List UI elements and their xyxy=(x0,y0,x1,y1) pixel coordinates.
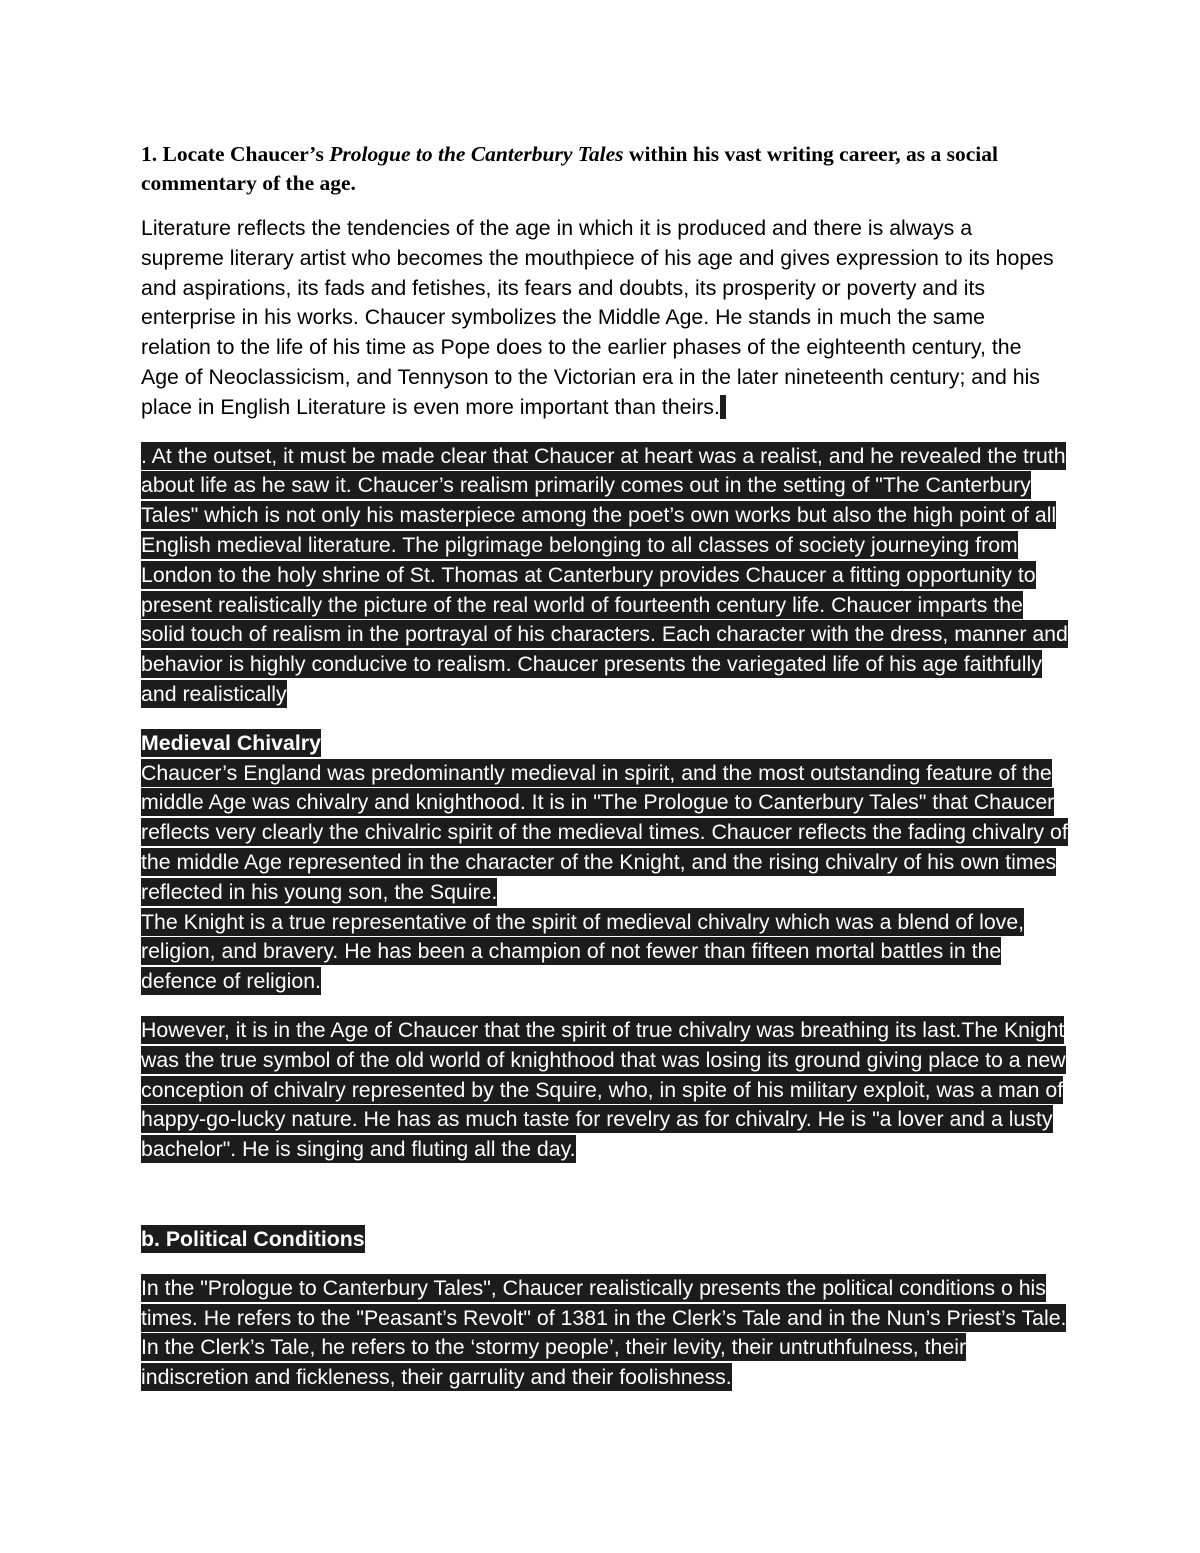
chivalry-paragraph-1-text: Chaucer’s England was predominantly medieval in spirit, and the most outstanding feature of the middle Age was chivalry and knighthood. It is in "The Prologue to Canterbury Tales" that Chaucer reflects very clearly the chivalric spirit of the medieval times. Chaucer reflects the fading chivalry of the middle Age represented in the character of the Knight, and the rising chivalry of his own times reflected in his young son, the Squire. xyxy=(141,760,1068,904)
political-paragraph xyxy=(141,1274,1071,1393)
political-heading-text: b. Political Conditions xyxy=(141,1226,365,1251)
question-suffix: within his vast writing career, as a social commentary of the age. xyxy=(141,142,999,195)
intro-paragraph-text: Literature reflects the tendencies of the age in which it is produced and there is always a supreme literary artist who becomes the mouthpiece of his age and gives expression to its hopes and aspirations, its fads and fetishes, its fears and doubts, its prosperity or poverty and its enterprise in his works. Chaucer symbolizes the Middle Age. He stands in much the same relation to the life of his time as Pope does to the earlier phases of the eighteenth century, the Age of Neoclassicism, and Tennyson to the Victorian era in the later nineteenth century; and his place in English Literature is even more important than theirs. xyxy=(141,216,1054,419)
question-prefix: 1. Locate Chaucer’s xyxy=(141,142,330,166)
chivalry-section xyxy=(141,729,1071,997)
political-paragraph-text: In the "Prologue to Canterbury Tales", Chaucer realistically presents the political conditions o his times. He refers to the "Peasant’s Revolt" of 1381 in the Clerk’s Tale and in the Nun’s Priest’s Tale. In the Clerk’s Tale, he refers to the ‘stormy people’, their levity, their untruthfulness, their indiscretion and fickleness, their garrulity and their foolishness. xyxy=(141,1275,1067,1390)
intro-paragraph xyxy=(141,214,1056,423)
chivalry-paragraph-2-text: The Knight is a true representative of the spirit of medieval chivalry which was a blend of love, religion, and bravery. He has been a champion of not fewer than fifteen mortal battles in the defence of religion. xyxy=(141,909,1025,994)
realism-paragraph xyxy=(141,442,1071,710)
chivalry-paragraph-3 xyxy=(141,1016,1071,1165)
document-page xyxy=(141,140,1071,1393)
chivalry-paragraph-3-text: However, it is in the Age of Chaucer that the spirit of true chivalry was breathing its last.The Knight was the true symbol of the old world of knighthood that was losing its ground giving place to a new conception of chivalry represented by the Squire, who, in spite of his military exploit, was a man of happy-go-lucky nature. He has as much taste for revelry as for chivalry. He is "a lover and a lusty bachelor". He is singing and fluting all the day. xyxy=(141,1017,1066,1162)
chivalry-heading-text: Medieval Chivalry xyxy=(141,730,321,755)
chivalry-heading xyxy=(141,729,1071,759)
realism-paragraph-text: . At the outset, it must be made clear that Chaucer at heart was a realist, and he revealed the truth about life as he saw it. Chaucer’s realism primarily comes out in the setting of "The Canterbury Tales" which is not only his masterpiece among the poet’s own works but also the high point of all English medieval literature. The pilgrimage belonging to all classes of society journeying from London to the holy shrine of St. Thomas at Canterbury provides Chaucer a fitting opportunity to present realistically the picture of the real world of fourteenth century life. Chaucer imparts the solid touch of realism in the portrayal of his characters. Each character with the dress, manner and behavior is highly conducive to realism. Chaucer presents the variegated life of his age faithfully and realistically xyxy=(141,443,1068,706)
political-heading xyxy=(141,1225,1071,1255)
question-heading xyxy=(141,140,1031,198)
chivalry-paragraph-2 xyxy=(141,908,1071,997)
chivalry-paragraph-1 xyxy=(141,759,1071,908)
question-title-italic: Prologue to the Canterbury Tales xyxy=(329,142,624,166)
text-cursor-selection xyxy=(720,395,726,419)
